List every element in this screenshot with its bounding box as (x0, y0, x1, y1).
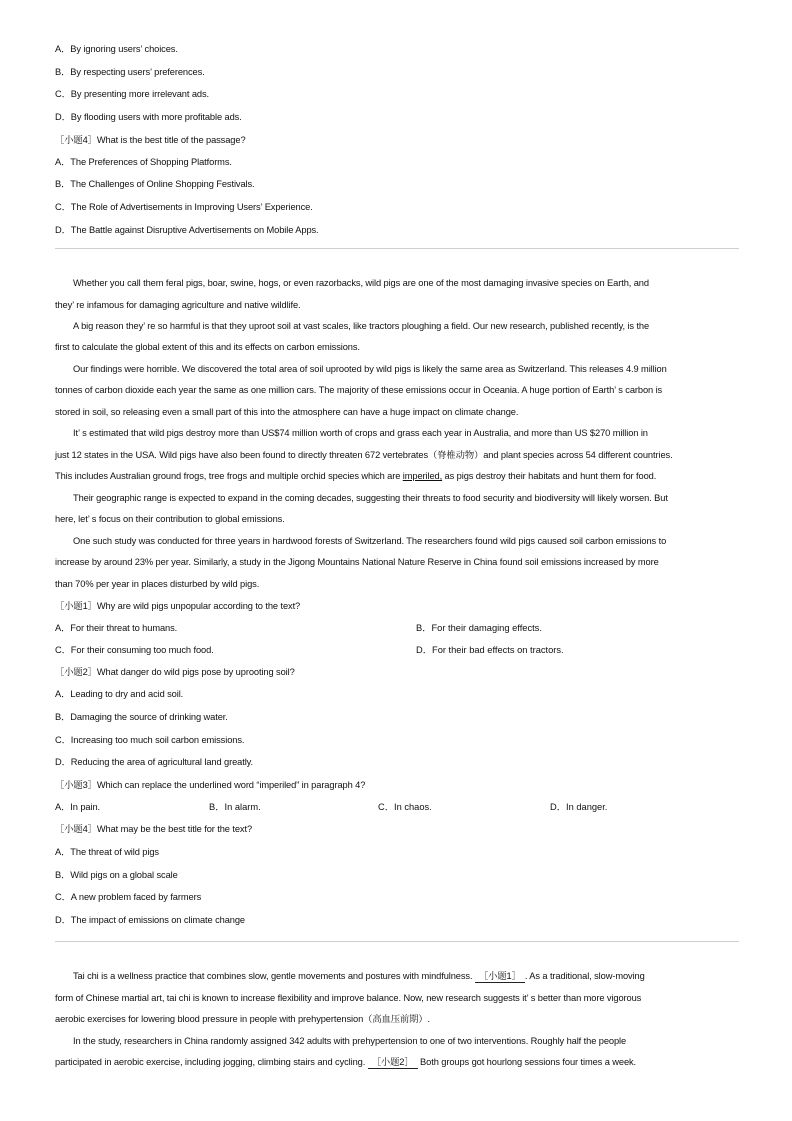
question-stem: ［小题4］What may be the best title for the text? (55, 824, 253, 834)
option-c: C．The Role of Advertisements in Improving Users’ Experience. (55, 202, 313, 212)
option-d: D．By flooding users with more profitable ads. (55, 112, 242, 122)
passage-line-tail: Both groups got hourlong sessions four times a week. (417, 1057, 637, 1067)
option-b: B．In alarm. (209, 802, 261, 812)
option-c: C．For their consuming too much food. (55, 645, 214, 655)
answer-blank-1[interactable] (475, 970, 525, 983)
option-b: B．The Challenges of Online Shopping Festivals. (55, 179, 255, 189)
option-b: B．Wild pigs on a global scale (55, 870, 178, 880)
option-d: D．The Battle against Disruptive Advertisements on Mobile Apps. (55, 225, 319, 235)
option-d: D．The impact of emissions on climate change (55, 915, 245, 925)
passage-line (55, 1056, 636, 1069)
passage-line-tail: as pigs destroy their habitats and hunt them for food. (442, 471, 657, 481)
option-d: D．In danger. (550, 802, 608, 812)
passage-line: It’ s estimated that wild pigs destroy more than US$74 million worth of crops and grass each year in Australia, and more than US $270 million in (73, 428, 648, 438)
passage-line: Their geographic range is expected to expand in the coming decades, suggesting their threats to food security and biodiversity will likely worsen. But (73, 493, 668, 503)
passage-line: tonnes of carbon dioxide each year the same as one million cars. The majority of these emissions occur in Oceania. A huge portion of Earth’ s carbon is (55, 385, 663, 395)
blank-label: ［小题2］ (371, 1057, 414, 1067)
option-c: C．In chaos. (378, 802, 432, 812)
passage-line: Our findings were horrible. We discovered the total area of soil uprooted by wild pigs is likely the same area as Switzerland. This releases 4.9 million (73, 364, 667, 374)
passage-line: stored in soil, so releasing even a small part of this into the atmosphere can have a huge impact on climate change. (55, 407, 519, 417)
passage-line (73, 970, 645, 983)
passage-line-text: Tai chi is a wellness practice that combines slow, gentle movements and postures with mindfulness. (73, 971, 475, 981)
section-divider (55, 248, 739, 249)
option-d: D．For their bad effects on tractors. (416, 645, 564, 655)
option-a: A．For their threat to humans. (55, 623, 178, 633)
passage-line-text: participated in aerobic exercise, including jogging, climbing stairs and cycling. (55, 1057, 368, 1067)
option-c: C．Increasing too much soil carbon emissions. (55, 735, 245, 745)
section-divider (55, 941, 739, 942)
question-stem: ［小题4］What is the best title of the passage? (55, 135, 246, 145)
passage-line: aerobic exercises for lowering blood pressure in people with prehypertension（高血压前期）. (55, 1014, 431, 1024)
option-d: D．Reducing the area of agricultural land greatly. (55, 757, 254, 767)
option-b: B．Damaging the source of drinking water. (55, 712, 228, 722)
answer-blank-2[interactable] (368, 1056, 418, 1069)
option-a: A．By ignoring users’ choices. (55, 44, 178, 54)
passage-line: increase by around 23% per year. Similarly, a study in the Jigong Mountains National Nature Reserve in China found soil emissions increased by more (55, 557, 659, 567)
passage-line: In the study, researchers in China randomly assigned 342 adults with prehypertension to one of two interventions. Roughly half the people (73, 1036, 627, 1046)
passage-line: A big reason they’ re so harmful is that they uproot soil at vast scales, like tractors ploughing a field. Our new research, published recently, is the (73, 321, 650, 331)
option-b: B．For their damaging effects. (416, 623, 542, 633)
passage-line: than 70% per year in places disturbed by wild pigs. (55, 579, 260, 589)
passage-line: they’ re infamous for damaging agriculture and native wildlife. (55, 300, 301, 310)
question-stem: ［小题3］Which can replace the underlined word “imperiled” in paragraph 4? (55, 780, 366, 790)
question-stem: ［小题2］What danger do wild pigs pose by uprooting soil? (55, 667, 295, 677)
passage-line: form of Chinese martial art, tai chi is known to increase flexibility and improve balance. Now, new research suggests it’ s better than more vigorous (55, 993, 642, 1003)
passage-line (55, 470, 656, 482)
underlined-word: imperiled, (402, 471, 443, 481)
option-c: C．By presenting more irrelevant ads. (55, 89, 209, 99)
blank-label: ［小题1］ (478, 971, 521, 981)
passage-line: One such study was conducted for three years in hardwood forests of Switzerland. The researchers found wild pigs caused soil carbon emissions to (73, 536, 667, 546)
option-a: A．The Preferences of Shopping Platforms. (55, 157, 232, 167)
option-a: A．The threat of wild pigs (55, 847, 159, 857)
passage-line-text: This includes Australian ground frogs, tree frogs and multiple orchid species which are (55, 471, 403, 481)
passage-line: Whether you call them feral pigs, boar, swine, hogs, or even razorbacks, wild pigs are one of the most damaging invasive species on Earth, and (73, 278, 649, 288)
passage-line: here, let’ s focus on their contribution to global emissions. (55, 514, 285, 524)
question-stem: ［小题1］Why are wild pigs unpopular according to the text? (55, 601, 301, 611)
passage-line: first to calculate the global extent of this and its effects on carbon emissions. (55, 342, 360, 352)
option-a: A．Leading to dry and acid soil. (55, 689, 184, 699)
passage-line-tail: . As a traditional, slow-moving (524, 971, 645, 981)
option-c: C．A new problem faced by farmers (55, 892, 202, 902)
option-a: A．In pain. (55, 802, 100, 812)
passage-line: just 12 states in the USA. Wild pigs have also been found to directly threaten 672 vertebrates（脊椎动物）and plant species across 54 different countries. (55, 450, 673, 460)
option-b: B．By respecting users’ preferences. (55, 67, 205, 77)
